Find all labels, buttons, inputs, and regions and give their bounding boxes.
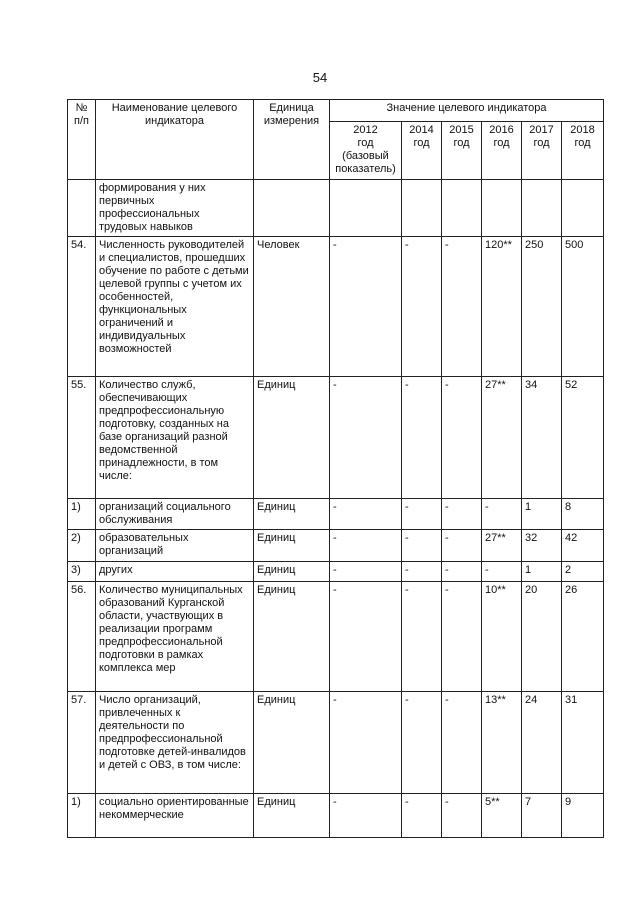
row-number: 1) xyxy=(68,499,96,530)
value-cell: - xyxy=(442,499,482,530)
row-number xyxy=(68,180,96,237)
value-cell: - xyxy=(402,794,442,838)
table-row xyxy=(68,562,604,582)
value-cell: - xyxy=(482,499,522,530)
value-cell: 7 xyxy=(522,794,562,838)
indicator-name: других xyxy=(96,562,254,582)
page-number: 54 xyxy=(312,70,328,85)
indicator-name: Количество муниципальных образований Курганской области, участвующих в реализации программ предпрофессиональной подготовки в рамках комплекса мер xyxy=(96,582,254,692)
table-row xyxy=(68,794,604,838)
value-cell: - xyxy=(402,237,442,377)
value-cell xyxy=(482,180,522,237)
value-cell xyxy=(442,180,482,237)
indicator-name: Численность руководителей и специалистов, прошедших обучение по работе с детьми целевой группы с учетом их особенностей, функциональных ограничений и индивидуальных возможностей xyxy=(96,237,254,377)
value-cell: - xyxy=(330,237,402,377)
value-cell: - xyxy=(330,377,402,499)
value-cell: 250 xyxy=(522,237,562,377)
header-num: № п/п xyxy=(68,100,96,180)
indicator-table xyxy=(67,99,604,838)
value-cell: 52 xyxy=(562,377,604,499)
row-number: 57. xyxy=(68,692,96,794)
table-row xyxy=(68,530,604,562)
indicator-name: Число организаций, привлеченных к деятельности по предпрофессиональной подготовке детей-инвалидов и детей с ОВЗ, в том числе: xyxy=(96,692,254,794)
value-cell: 20 xyxy=(522,582,562,692)
header-year: 2014 год xyxy=(402,122,442,180)
value-cell: 13** xyxy=(482,692,522,794)
value-cell: - xyxy=(330,562,402,582)
value-cell: 34 xyxy=(522,377,562,499)
value-cell: 24 xyxy=(522,692,562,794)
value-cell: - xyxy=(402,377,442,499)
unit-cell: Единиц xyxy=(254,562,330,582)
value-cell xyxy=(402,180,442,237)
row-number: 55. xyxy=(68,377,96,499)
row-number: 1) xyxy=(68,794,96,838)
unit-cell xyxy=(254,180,330,237)
value-cell: - xyxy=(330,692,402,794)
table-row xyxy=(68,582,604,692)
value-cell: 10** xyxy=(482,582,522,692)
value-cell: 1 xyxy=(522,562,562,582)
unit-cell: Единиц xyxy=(254,377,330,499)
indicator-name: социально ориентированные некоммерческие xyxy=(96,794,254,838)
unit-cell: Единиц xyxy=(254,692,330,794)
row-number: 56. xyxy=(68,582,96,692)
header-year: 2018 год xyxy=(562,122,604,180)
value-cell xyxy=(562,180,604,237)
value-cell: - xyxy=(402,582,442,692)
unit-cell: Единиц xyxy=(254,794,330,838)
unit-cell: Единиц xyxy=(254,499,330,530)
header-year: 2017 год xyxy=(522,122,562,180)
value-cell: - xyxy=(442,377,482,499)
value-cell: - xyxy=(330,530,402,562)
value-cell: - xyxy=(330,582,402,692)
header-year: 2016 год xyxy=(482,122,522,180)
indicator-name: организаций социального обслуживания xyxy=(96,499,254,530)
value-cell: 500 xyxy=(562,237,604,377)
value-cell: - xyxy=(482,562,522,582)
value-cell: 31 xyxy=(562,692,604,794)
value-cell: - xyxy=(442,562,482,582)
value-cell: 42 xyxy=(562,530,604,562)
value-cell: 2 xyxy=(562,562,604,582)
header-value-group: Значение целевого индикатора xyxy=(330,100,604,122)
value-cell: - xyxy=(442,237,482,377)
header-year: 2012 год (базовый показатель) xyxy=(330,122,402,180)
value-cell: 27** xyxy=(482,530,522,562)
indicator-name: образовательных организаций xyxy=(96,530,254,562)
value-cell: 8 xyxy=(562,499,604,530)
table-row xyxy=(68,377,604,499)
value-cell: 26 xyxy=(562,582,604,692)
unit-cell: Единиц xyxy=(254,582,330,692)
value-cell xyxy=(522,180,562,237)
value-cell: - xyxy=(442,692,482,794)
header-unit: Единица измерения xyxy=(254,100,330,180)
table-row xyxy=(68,237,604,377)
value-cell: 5** xyxy=(482,794,522,838)
indicator-name: Количество служб, обеспечивающих предпрофессиональную подготовку, созданных на базе организаций разной ведомственной принадлежности, в том числе: xyxy=(96,377,254,499)
value-cell: - xyxy=(442,530,482,562)
row-number: 54. xyxy=(68,237,96,377)
value-cell: - xyxy=(402,692,442,794)
header-name: Наименование целевого индикатора xyxy=(96,100,254,180)
table-row xyxy=(68,692,604,794)
value-cell: - xyxy=(330,499,402,530)
value-cell: 1 xyxy=(522,499,562,530)
value-cell: 32 xyxy=(522,530,562,562)
value-cell: - xyxy=(330,794,402,838)
indicator-name: формирования у них первичных профессиональных трудовых навыков xyxy=(96,180,254,237)
value-cell xyxy=(330,180,402,237)
table-row xyxy=(68,180,604,237)
value-cell: 9 xyxy=(562,794,604,838)
value-cell: - xyxy=(402,562,442,582)
value-cell: - xyxy=(402,530,442,562)
unit-cell: Человек xyxy=(254,237,330,377)
row-number: 2) xyxy=(68,530,96,562)
header-year: 2015 год xyxy=(442,122,482,180)
unit-cell: Единиц xyxy=(254,530,330,562)
value-cell: - xyxy=(442,582,482,692)
value-cell: 27** xyxy=(482,377,522,499)
value-cell: 120** xyxy=(482,237,522,377)
row-number: 3) xyxy=(68,562,96,582)
table-row xyxy=(68,499,604,530)
value-cell: - xyxy=(402,499,442,530)
value-cell: - xyxy=(442,794,482,838)
